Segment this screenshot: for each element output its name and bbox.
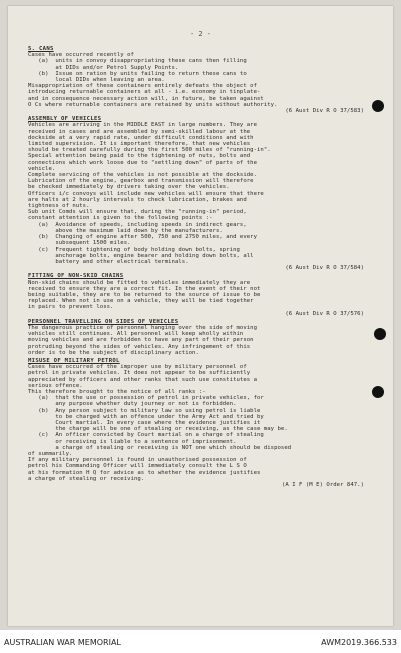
text-line: introducing returnable containers at all - i.e. economy in tinplate- [28, 89, 261, 96]
text-line: Cases have occurred of the improper use by military personnel of [28, 364, 247, 371]
text-line: anchorage bolts, engine bearer and holding down bolts, all [28, 252, 254, 259]
text-line: Special attention being paid to the tightening of nuts, bolts and [28, 153, 251, 160]
text-line: at his formation H Q for advice as to whether the evidence justifies [28, 469, 261, 476]
document-page [8, 6, 393, 626]
paragraph-heading-text: PERSONNEL TRAVELLING ON SIDES OF VEHICLES [28, 318, 179, 325]
text-line: be checked immediately by drivers taking over the vehicles. [28, 184, 230, 191]
paragraph [28, 319, 368, 356]
text-line: Lubrication of the engine, gearbox and transmission will therefore [28, 178, 254, 185]
order-reference: (6 Aust Div R O 37/583) [285, 108, 364, 115]
text-line: petrol in private vehicles. It does not appear to be sufficiently [28, 370, 251, 377]
text-line: vehicles still continues. All personnel will keep wholly within [28, 331, 244, 338]
text-line: and in consequence necessary action will, in future, be taken against [28, 95, 264, 102]
text-line: Non-skid chains should be fitted to vehicles immediately they are [28, 279, 251, 286]
text-line: connections which work loose due to "settling down" of parts of the [28, 159, 257, 166]
paragraph-heading-text: CANS [39, 46, 54, 52]
text-line: This therefore brought to the notice of all ranks :- [28, 388, 206, 395]
text-line: to be charged with an offence under the Army Act and tried by [28, 413, 264, 420]
text-line: protruding beyond the sides of vehicles. Any infringement of this [28, 343, 251, 350]
text-line: Cases have occurred recently of [28, 52, 134, 59]
text-line: (b) Issue on ration by units failing to return these cans to [28, 70, 247, 77]
text-line: replaced. When not in use on a vehicle, they will be tied together [28, 298, 254, 305]
text-line: are halts at 2 hourly intervals to check lubrication, brakes and [28, 196, 247, 203]
text-line: Court martial. In every case where the evidence justifies it [28, 419, 261, 426]
text-line: any purpose whether duty journey or not is forbidden. [28, 401, 237, 408]
text-line: received in cases and are assembled by semi-skilled labour at the [28, 128, 251, 135]
text-line: limited supervision. It is important therefore, that new vehicles [28, 141, 251, 148]
document-body [28, 46, 368, 490]
text-line: The dangerous practice of personnel hanging over the side of moving [28, 324, 257, 331]
text-line: If any military personnel is found in unauthorised possession of [28, 457, 247, 464]
text-line: (a) units in convoy disappropriating these cans then filling [28, 58, 247, 65]
paragraph-heading-text: MISUSE OF MILITARY PETROL [28, 357, 120, 364]
text-line: at DIDs and/or Petrol Supply Points. [28, 64, 179, 71]
text-line: Misappropriation of these containers entirely defeats the object of [28, 83, 257, 90]
text-line: the charge will be one of stealing or receiving, as the case may be. [28, 426, 288, 433]
text-line: (c) An officer convicted by Court martial on a charge of stealing [28, 432, 264, 439]
text-line: (b) Any person subject to military law so using petrol is liable [28, 407, 261, 414]
text-line: Officers i/c convoys will include new vehicles will ensure that there [28, 190, 264, 197]
text-line: (c) Frequent tightening of body holding down bolts, spring [28, 246, 240, 253]
archive-footer [0, 636, 401, 653]
text-line: subsequent 1500 miles. [28, 240, 131, 247]
text-line: being suitable, they are to be returned to the source of issue to be [28, 291, 261, 298]
text-line: received to ensure they are a correct fit. In the event of their not [28, 285, 261, 292]
text-line: local DIDs when leaving an area. [28, 77, 165, 84]
text-line: constant attention is given to the following points :- [28, 215, 213, 222]
text-line: (a) that the use or possession of petrol in private vehicles, for [28, 395, 264, 402]
text-line: Complete servicing of the vehicles is not possible at the dockside. [28, 172, 257, 179]
order-reference: (A I F (M E) Order 847.) [281, 482, 364, 489]
text-line: tightness of nuts. [28, 203, 90, 210]
order-reference: (6 Aust Div R O 37/584) [285, 265, 364, 272]
text-line: (a) Avoidance of speeds, including speeds in indirect gears, [28, 221, 247, 228]
text-line: or receiving is liable to a sentence of imprisonment. [28, 438, 237, 445]
text-line: a charge of stealing or receiving. [28, 475, 145, 482]
text-line: Vehicles are arriving in the MIDDLE EAST in large numbers. They are [28, 122, 257, 129]
paragraph [28, 116, 368, 271]
text-line: O Cs where returnable containers are retained by units without authority. [28, 101, 278, 108]
page-number: - 2 - [189, 30, 212, 38]
punch-hole-middle [374, 328, 386, 340]
text-line: in pairs to prevent loss. [28, 304, 114, 311]
text-line: moving vehicles and are forbidden to have any part of their person [28, 337, 254, 344]
text-line: of summarily. [28, 451, 73, 457]
paragraph [28, 358, 368, 488]
paragraph-heading-text: ASSEMBLY OF VEHICLES [28, 116, 102, 123]
text-line: a charge of stealing or receiving is NOT one which should be disposed [28, 444, 292, 451]
text-line: dockside at a very rapid rate, under difficult conditions and with [28, 134, 254, 141]
paragraph [28, 46, 368, 114]
text-line: battery and other electrical terminals. [28, 258, 189, 265]
text-line: petrol his Commanding Officer will immediately consult the L S O [28, 463, 247, 470]
archive-reference: AWM2019.366.533 [321, 638, 397, 647]
order-reference: (6 Aust Div R O 37/576) [285, 310, 364, 317]
punch-hole-top [372, 100, 384, 112]
paragraph-heading-text: FITTING OF NON-SKID CHAINS [28, 273, 124, 280]
text-line: order is to be the subject of disciplinary action. [28, 349, 199, 356]
text-line: serious offence. [28, 382, 83, 389]
paragraph-number: 5. [28, 46, 36, 52]
text-line: above the maximum laid down by the manufacturers. [28, 227, 223, 234]
text-line: appreciated by officers and other ranks that such use constitutes a [28, 376, 257, 383]
text-line: should be treated carefully during the first 500 miles of "running-in". [28, 147, 271, 154]
punch-hole-lower [372, 386, 384, 398]
text-line: vehicle. [28, 165, 56, 172]
text-line: (b) Changing of engine after 500, 750 and 2750 miles, and every [28, 234, 257, 241]
text-line: Sub unit Comds will ensure that, during the "running-in" period, [28, 209, 247, 216]
paragraph [28, 273, 368, 316]
archive-name: AUSTRALIAN WAR MEMORIAL [4, 638, 121, 647]
